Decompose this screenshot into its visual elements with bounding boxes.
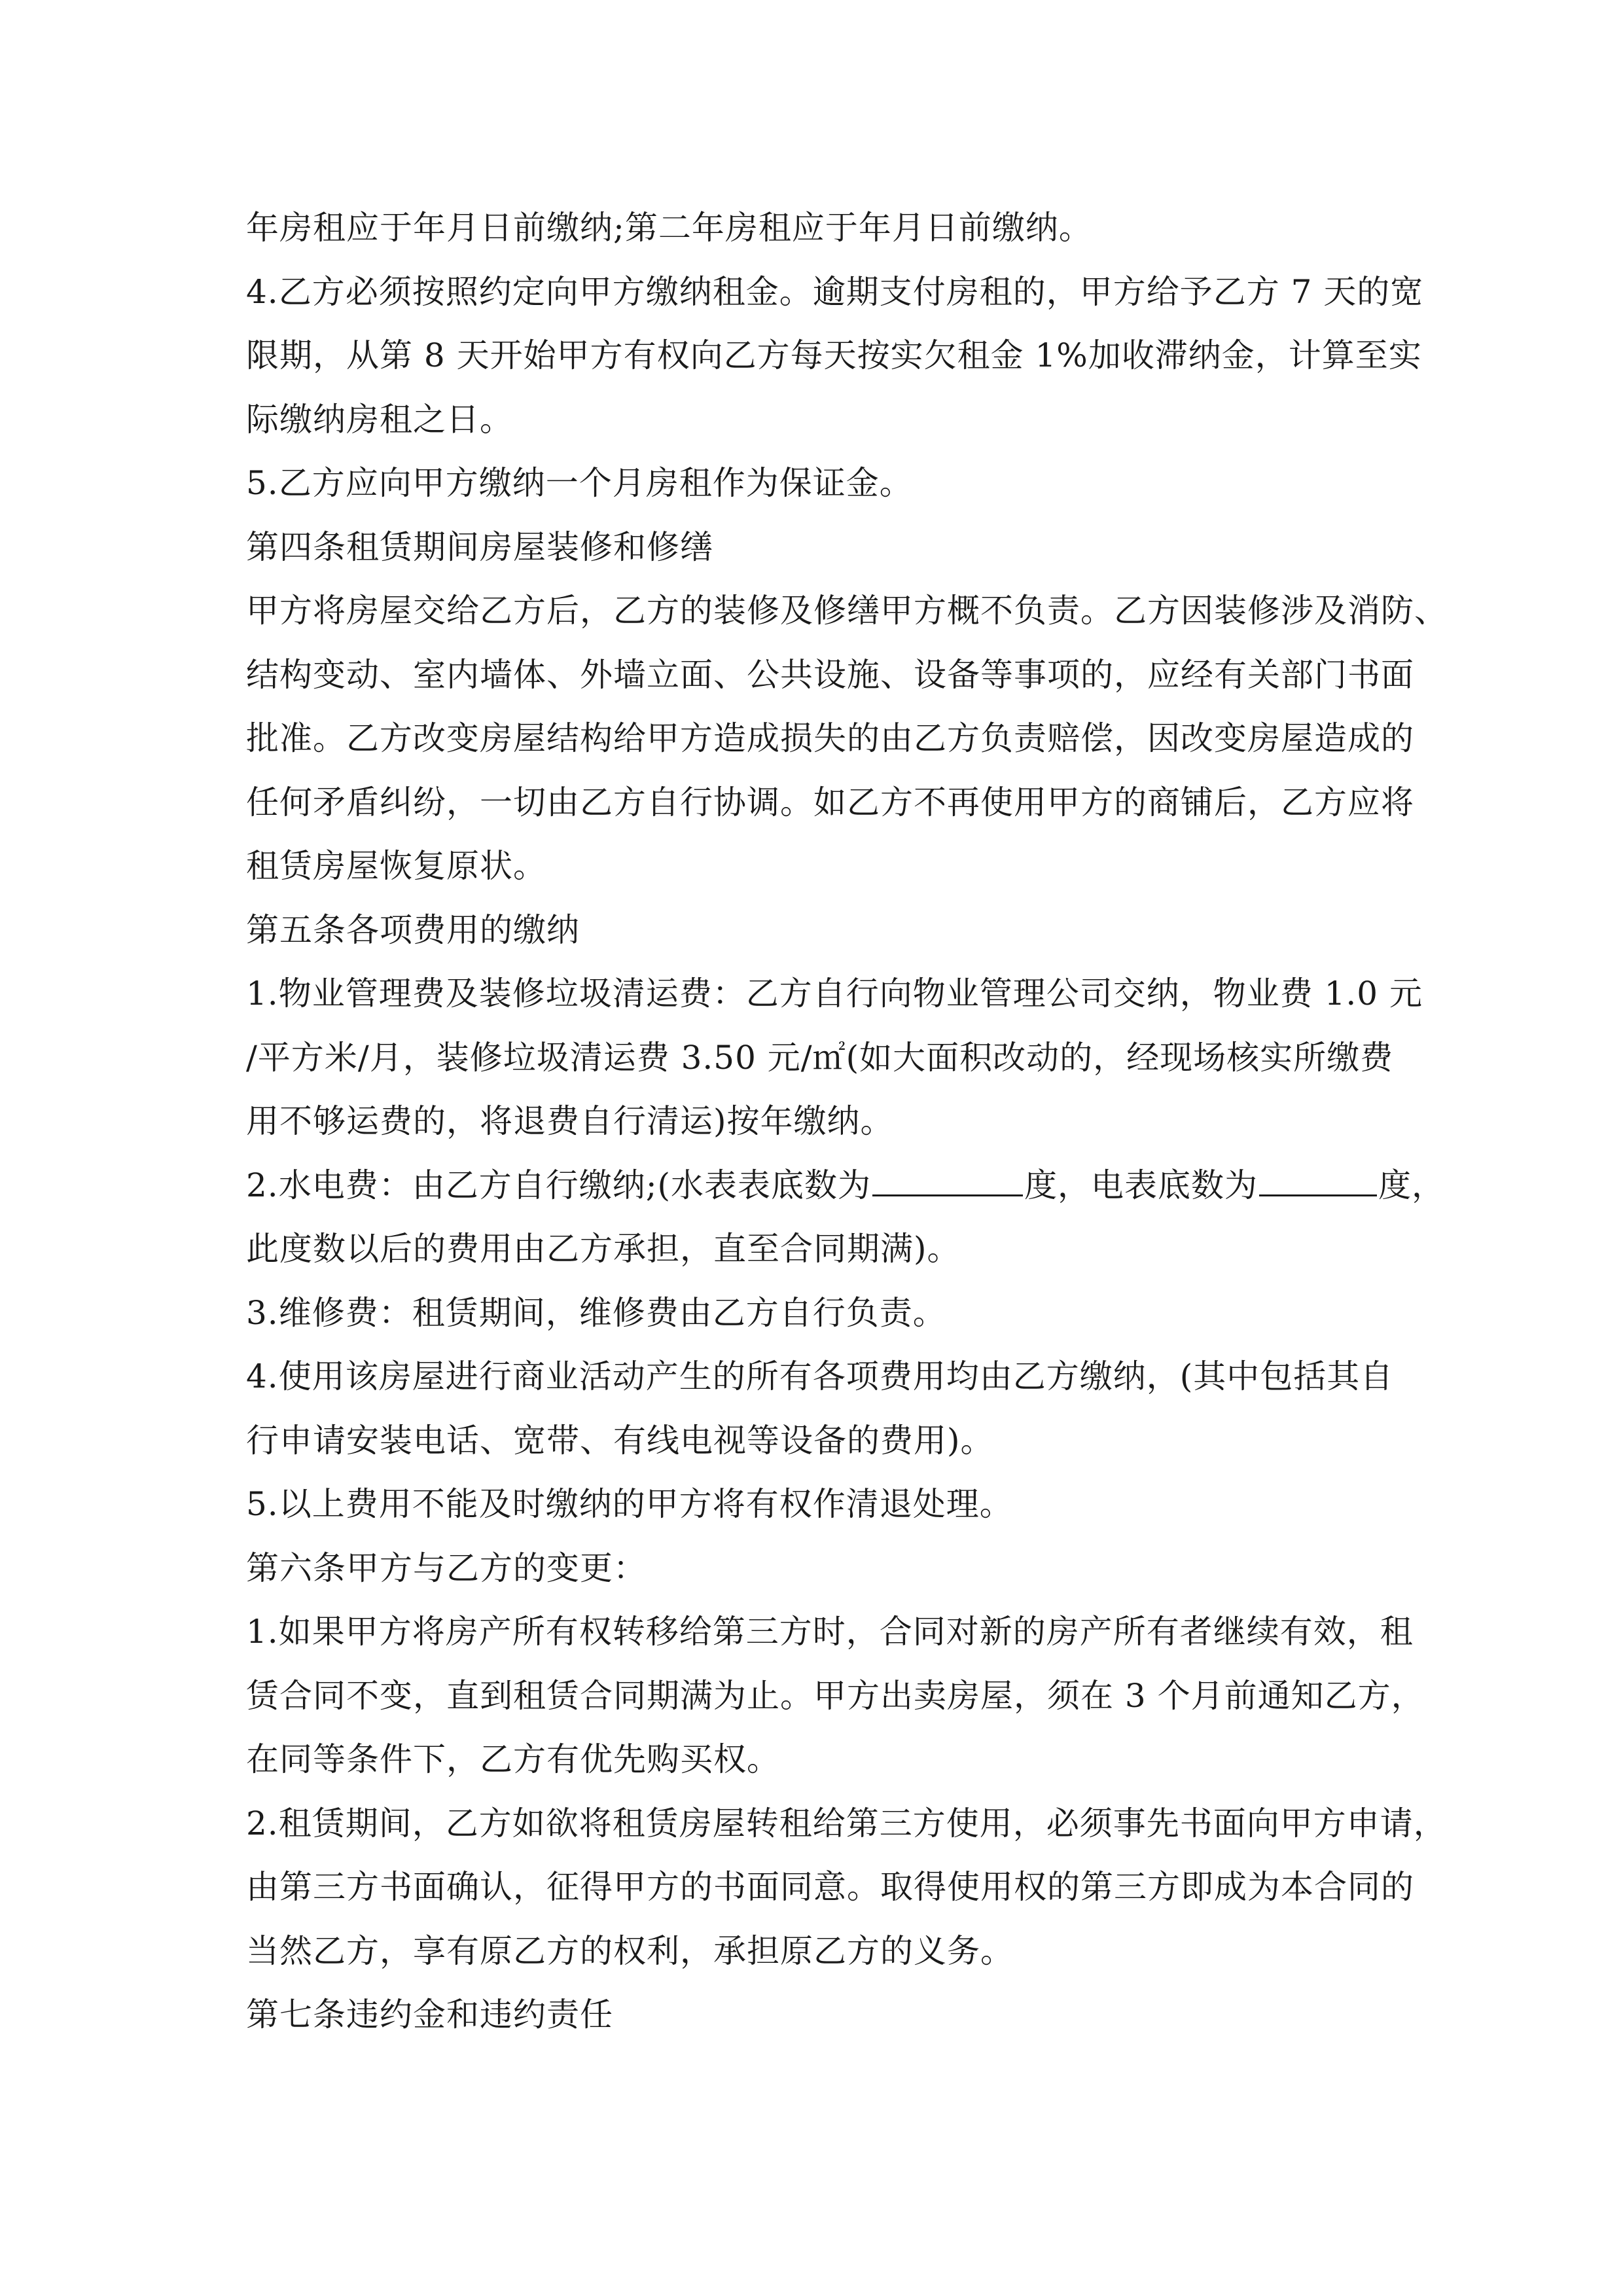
- text-line: 任何矛盾纠纷，一切由乙方自行协调。如乙方不再使用甲方的商铺后，乙方应将: [246, 783, 1414, 821]
- text-line: 4.使用该房屋进行商业活动产生的所有各项费用均由乙方缴纳，(其中包括其自: [246, 1357, 1394, 1395]
- text-line: 1.如果甲方将房产所有权转移给第三方时，合同对新的房产所有者继续有效，租: [246, 1613, 1414, 1651]
- text-line: 限期，从第 8 天开始甲方有权向乙方每天按实欠租金 1%加收滞纳金，计算至实: [246, 336, 1422, 374]
- utility-text-part: 度，: [1378, 1166, 1446, 1204]
- text-line: 3.维修费：租赁期间，维修费由乙方自行负责。: [246, 1293, 946, 1332]
- text-line: 2.租赁期间，乙方如欲将租赁房屋转租给第三方使用，必须事先书面向甲方申请，: [246, 1804, 1447, 1842]
- utility-text-part: 度，电表底数为: [1024, 1166, 1258, 1204]
- text-line: 5.乙方应向甲方缴纳一个月房租作为保证金。: [246, 464, 913, 502]
- section-heading: 第四条租赁期间房屋装修和修缮: [246, 528, 713, 566]
- utility-text-part: 2.水电费：由乙方自行缴纳;(水表表底数为: [246, 1166, 872, 1204]
- text-line: /平方米/月，装修垃圾清运费 3.50 元/㎡(如大面积改动的，经现场核实所缴费: [246, 1038, 1394, 1077]
- contract-text: [246, 196, 1448, 2047]
- text-line: 际缴纳房租之日。: [246, 400, 513, 439]
- text-line: 行申请安装电话、宽带、有线电视等设备的费用)。: [246, 1421, 994, 1460]
- section-heading: 第五条各项费用的缴纳: [246, 910, 580, 949]
- text-line: 结构变动、室内墙体、外墙立面、公共设施、设备等事项的，应经有关部门书面: [246, 655, 1414, 694]
- utility-fee-line: [246, 1154, 1446, 1218]
- text-line: 在同等条件下，乙方有优先购买权。: [246, 1740, 780, 1778]
- text-line: 5.以上费用不能及时缴纳的甲方将有权作清退处理。: [246, 1485, 1013, 1523]
- water-meter-blank: [872, 1158, 1023, 1196]
- text-line: 4.乙方必须按照约定向甲方缴纳租金。逾期支付房租的，甲方给予乙方 7 天的宽: [246, 272, 1424, 311]
- text-line: 此度数以后的费用由乙方承担，直至合同期满)。: [246, 1230, 961, 1268]
- text-line: 批准。乙方改变房屋结构给甲方造成损失的由乙方负责赔偿，因改变房屋造成的: [246, 719, 1414, 757]
- text-line: 当然乙方，享有原乙方的权利，承担原乙方的义务。: [246, 1931, 1014, 1970]
- electric-meter-blank: [1259, 1158, 1377, 1196]
- section-heading: 第六条甲方与乙方的变更：: [246, 1549, 647, 1587]
- text-line: 1.物业管理费及装修垃圾清运费：乙方自行向物业管理公司交纳，物业费 1.0 元: [246, 975, 1423, 1013]
- text-line: 租赁房屋恢复原状。: [246, 847, 546, 885]
- text-line: 由第三方书面确认，征得甲方的书面同意。取得使用权的第三方即成为本合同的: [246, 1868, 1414, 1906]
- text-line: 年房租应于年月日前缴纳;第二年房租应于年月日前缴纳。: [246, 209, 1092, 247]
- text-line: 用不够运费的，将退费自行清运)按年缴纳。: [246, 1102, 894, 1140]
- text-line: 赁合同不变，直到租赁合同期满为止。甲方出卖房屋，须在 3 个月前通知乙方，: [246, 1676, 1425, 1715]
- section-heading: 第七条违约金和违约责任: [246, 1996, 613, 2034]
- text-line: 甲方将房屋交给乙方后，乙方的装修及修缮甲方概不负责。乙方因装修涉及消防、: [246, 592, 1448, 630]
